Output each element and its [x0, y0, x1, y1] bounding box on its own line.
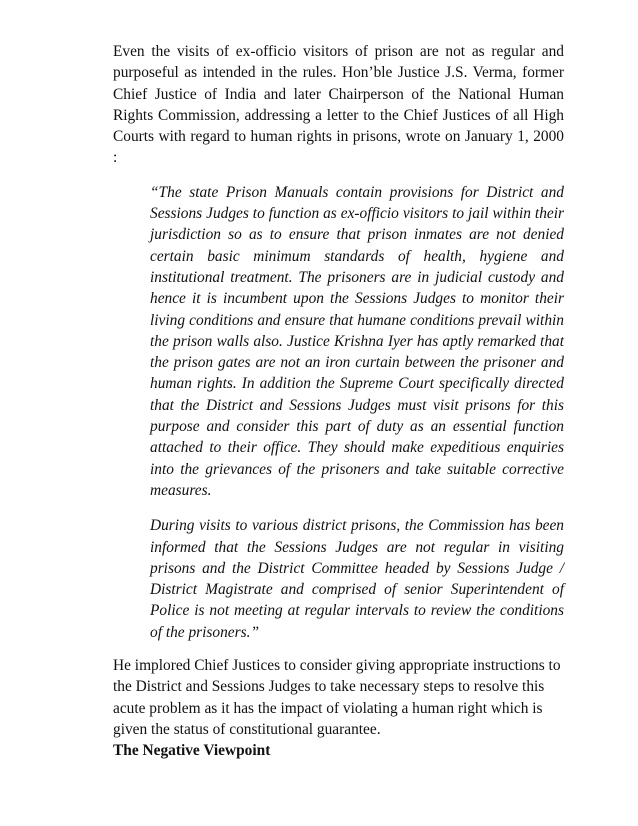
body-paragraph-implored: He implored Chief Justices to consider giving appropriate instructions to the District and Sessions Judges to take necessary steps to resolve this acute problem as it has the impact of violating a human right which is given the status of constitutional guarantee. [113, 657, 561, 738]
document-page [113, 41, 564, 762]
quote-paragraph-commission: During visits to various district prisons, the Commission has been informed that the Sessions Judges are not regular in visiting prisons and the District Committee headed by Sessions Judge / District Magistrate and comprised of senior Superintendent of Police is not meeting at regular intervals to review the conditions of the prisoners.” [150, 517, 564, 641]
quote-paragraph-prison-manuals: “The state Prison Manuals contain provisions for District and Sessions Judges to function as ex-officio visitors to jail within their jurisdiction so as to ensure that prison inmates are not denied certain basic minimum standards of health, hygiene and institutional treatment. The prisoners are in judicial custody and hence it is incumbent upon the Sessions Judges to monitor their living conditions and ensure that humane conditions prevail within the prison walls also. Justice Krishna Iyer has aptly remarked that the prison gates are not an iron curtain between the prisoner and human rights. In addition the Supreme Court specifically directed that the District and Sessions Judges must visit prisons for this purpose and consider this part of duty as an essential function attached to their office. They should make expeditious enquiries into the grievances of the prisoners and take suitable corrective measures. [150, 183, 564, 499]
body-paragraph-visits: Even the visits of ex-officio visitors of prison are not as regular and purposeful as intended in the rules. Hon’ble Justice J.S. Verma, former Chief Justice of India and later Chairperson of the National Human Rights Commission, addressing a letter to the Chief Justices of all High Courts with regard to human rights in prisons, wrote on January 1, 2000 : [113, 43, 564, 167]
section-heading: The Negative Viewpoint [113, 742, 271, 760]
